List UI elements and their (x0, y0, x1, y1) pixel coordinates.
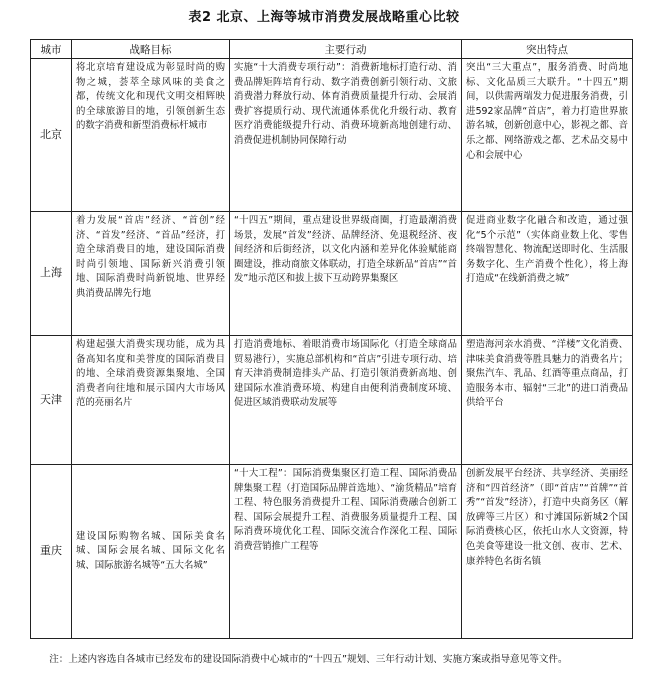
table-row (31, 336, 633, 465)
goal-cell: 着力发展“首店”经济、“首创”经济、“首发”经济、“首品”经济，打造全球消费目的地，建设国际消费时尚引领地、国际新兴消费引领地、国际消费时尚新锐地、世界经典消费品牌先行地 (72, 212, 230, 336)
header-goal: 战略目标 (72, 40, 230, 59)
feature-cell: 促进商业数字化融合和改造，通过强化“5个示范”（实体商业数上化、零售终端智慧化、物流配送即时化、生活服务数字化、生产消费个性化），将上海打造成“在线新消费之城” (462, 212, 633, 336)
city-cell: 北京 (31, 59, 72, 212)
header-feature: 突出特点 (462, 40, 633, 59)
goal-cell: 将北京培育建设成为彰显时尚的购物之城，荟萃全球风味的美食之都，传统文化和现代文明交相辉映的全球旅游目的地，引领创新生态的数字消费和新型消费标杆城市 (72, 59, 230, 212)
city-cell: 上海 (31, 212, 72, 336)
goal-cell: 建设国际购物名城、国际美食名城、国际会展名城、国际文化名城、国际旅游名城等“五大名城” (72, 465, 230, 639)
feature-cell: 创新发展平台经济、共享经济、美丽经济和“四首经济”（即“首店”“首牌”“首秀”“首发”经济），打造中央商务区（解放碑等三片区）和寸滩国际新城2个国际消费核心区，依托山水人文资源，特色美食等建设一批文创、夜市、艺术、康养特色名街名镇 (462, 465, 633, 639)
city-cell: 重庆 (31, 465, 72, 639)
table-row (31, 59, 633, 212)
comparison-table (30, 39, 633, 639)
table-caption: 表2 北京、上海等城市消费发展战略重心比较 (188, 10, 460, 25)
header-city: 城市 (31, 40, 72, 59)
header-action: 主要行动 (230, 40, 462, 59)
city-cell: 天津 (31, 336, 72, 465)
table-row (31, 212, 633, 336)
header-row (31, 40, 633, 59)
feature-cell: 突出“三大重点”，服务消费、时尚地标、文化品质三大联升。“十四五”期间，以供需两端发力促进服务消费，引进592家品牌“首店”，着力打造世界旅游名城，创新创意中心，影视之都、音乐之都、网络游戏之都、艺术品交易中心和会展中心 (462, 59, 633, 212)
table-row (31, 465, 633, 639)
table-footnote: 注：上述内容选自各城市已经发布的建设国际消费中心城市的“十四五”规划、三年行动计划、实施方案或指导意见等文件。 (49, 654, 568, 665)
goal-cell: 构建起强大消费实现功能，成为具备高知名度和美誉度的国际消费目的地、全球消费资源集聚地、全国消费者向往地和展示国内大市场风范的亮丽名片 (72, 336, 230, 465)
action-cell: “十大工程”：国际消费集聚区打造工程、国际消费品牌集聚工程（打造国际品牌首选地）、“渝货精品”培育工程、特色服务消费提升工程、国际消费融合创新工程、国际会展提升工程、消费服务质量提升工程、国际消费环境优化工程、国际交流合作深化工程、国际消费营销推广工程等 (230, 465, 462, 639)
action-cell: 打造消费地标、着眼消费市场国际化（打造全球商品贸易港行），实施总部机构和“首店”引进专项行动、培育天津消费制造排头产品、打造引领消费新高地、创建国际水准消费环境、构建自由便利消费制度环境、促进区域消费联动发展等 (230, 336, 462, 465)
action-cell: “十四五”期间，重点建设世界级商圈，打造最潮消费场景，发展“首发”经济、品牌经济、免退税经济、夜间经济和后街经济，以文化内涵和差异化体验赋能商圈建设，推动商旅文体联动，打造全球新品“首店”“首发”地示范区和拔上拔下互动跨界集聚区 (230, 212, 462, 336)
feature-cell: 塑造海河亲水消费、“洋楼”文化消费、津味美食消费等胜具魅力的消费名片；聚焦汽车、乳品、红酒等重点商品，打造服务本市、辐射“三北”的进口消费品供给平台 (462, 336, 633, 465)
action-cell: 实施“十大消费专项行动”：消费新地标打造行动、消费品牌矩阵培育行动、数字消费创新引领行动、文旅消费潜力释放行动、体育消费质量提升行动、会展消费扩容提质行动、现代流通体系优化升级行动、教育医疗消费能级提升行动、消费环境新高地创建行动、消费促进机制协同保障行动 (230, 59, 462, 212)
